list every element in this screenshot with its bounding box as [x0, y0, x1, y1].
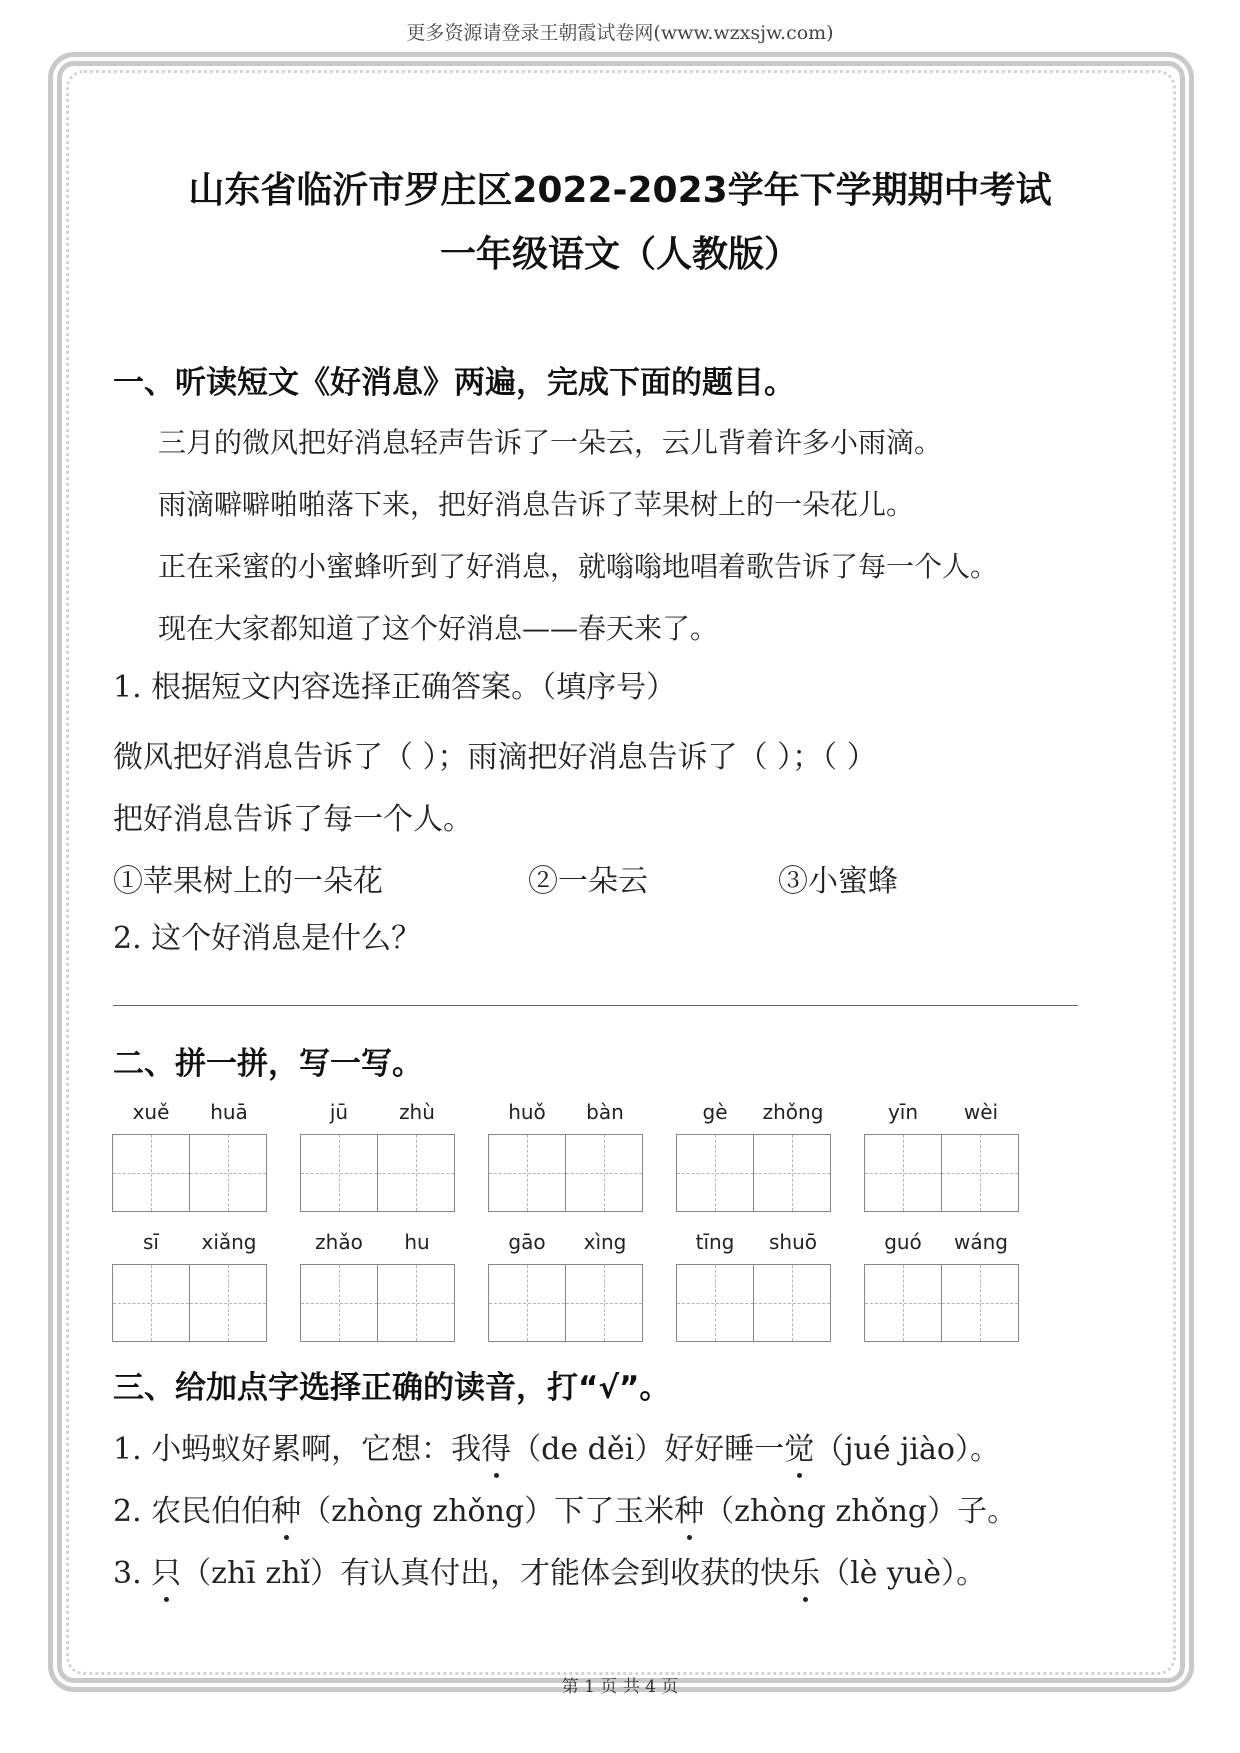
- pinyin: zhù: [399, 1100, 435, 1124]
- pinyin: guó: [884, 1230, 922, 1254]
- writing-box[interactable]: [864, 1134, 942, 1212]
- writing-box[interactable]: [676, 1264, 754, 1342]
- writing-box[interactable]: [754, 1264, 831, 1342]
- item-text: （zhòng zhǒng）下了玉米: [301, 1494, 675, 1529]
- writing-box[interactable]: [300, 1264, 378, 1342]
- writing-box[interactable]: [378, 1264, 455, 1342]
- item-text: 3.: [113, 1556, 152, 1591]
- writing-box[interactable]: [300, 1134, 378, 1212]
- pinyin: xiǎng: [201, 1230, 257, 1254]
- writing-box[interactable]: [190, 1134, 267, 1212]
- pinyin: bàn: [586, 1100, 624, 1124]
- item-text: （de děi）好好睡一: [511, 1432, 785, 1467]
- question-1: 1. 根据短文内容选择正确答案。（填序号）: [113, 670, 677, 705]
- passage-line: 现在大家都知道了这个好消息——春天来了。: [158, 612, 719, 645]
- question-1-continued: 把好消息告诉了每一个人。: [113, 802, 473, 837]
- pinyin: gāo: [508, 1230, 546, 1254]
- writing-box[interactable]: [378, 1134, 455, 1212]
- option-3: ③小蜜蜂: [778, 864, 898, 899]
- item-text: （jué jiào）。: [814, 1432, 1000, 1467]
- page-number: 第 1 页 共 4 页: [561, 1677, 679, 1697]
- item-text: 1. 小蚂蚁好累啊，它想：我: [113, 1432, 482, 1467]
- pinyin: huǒ: [508, 1100, 546, 1124]
- pronunciation-item-3: [113, 1548, 986, 1592]
- option-1: ①苹果树上的一朵花: [113, 864, 383, 899]
- pinyin: hu: [404, 1230, 430, 1254]
- pinyin: wáng: [954, 1230, 1008, 1254]
- exam-subtitle: 一年级语文（人教版）: [439, 234, 800, 275]
- pinyin-group: [488, 1100, 644, 1212]
- dotted-char: 种: [674, 1486, 704, 1530]
- dotted-char: 得: [481, 1424, 511, 1468]
- writing-box[interactable]: [942, 1264, 1019, 1342]
- writing-box[interactable]: [190, 1264, 267, 1342]
- item-text: （zhī zhǐ）有认真付出，才能体会到收获的快: [181, 1556, 791, 1591]
- pinyin: sī: [143, 1230, 159, 1254]
- writing-box[interactable]: [488, 1264, 566, 1342]
- site-header: 更多资源请登录王朝霞试卷网(www.wzxsjw.com): [406, 22, 834, 44]
- writing-box[interactable]: [566, 1264, 643, 1342]
- section1-heading: 一、听读短文《好消息》两遍，完成下面的题目。: [113, 365, 795, 401]
- pinyin-group: [676, 1230, 832, 1342]
- passage-line: 三月的微风把好消息轻声告诉了一朵云，云儿背着许多小雨滴。: [158, 426, 943, 459]
- pinyin: jū: [329, 1100, 349, 1124]
- passage-line: 雨滴噼噼啪啪落下来，把好消息告诉了苹果树上的一朵花儿。: [158, 488, 915, 521]
- exam-title: 山东省临沂市罗庄区2022-2023学年下学期期中考试: [188, 170, 1052, 211]
- section2-heading: 二、拼一拼，写一写。: [113, 1046, 423, 1082]
- writing-box[interactable]: [754, 1134, 831, 1212]
- writing-box[interactable]: [942, 1134, 1019, 1212]
- pinyin-group: [300, 1230, 456, 1342]
- pinyin: xìng: [583, 1230, 627, 1254]
- writing-box[interactable]: [864, 1264, 942, 1342]
- option-2: ②一朵云: [528, 864, 648, 899]
- pinyin: tīng: [695, 1230, 735, 1254]
- writing-box[interactable]: [676, 1134, 754, 1212]
- writing-box[interactable]: [488, 1134, 566, 1212]
- pinyin: zhǎo: [315, 1230, 363, 1254]
- pronunciation-item-2: [113, 1486, 1017, 1530]
- section3-heading: 三、给加点字选择正确的读音，打“√”。: [113, 1370, 671, 1406]
- writing-box[interactable]: [566, 1134, 643, 1212]
- pinyin-group: [488, 1230, 644, 1342]
- pinyin: gè: [702, 1100, 728, 1124]
- writing-box[interactable]: [112, 1264, 190, 1342]
- item-text: （zhòng zhǒng）子。: [704, 1494, 1018, 1529]
- pronunciation-item-1: [113, 1424, 1000, 1468]
- pinyin: huā: [210, 1100, 248, 1124]
- pinyin-group: [300, 1100, 456, 1212]
- passage-line: 正在采蜜的小蜜蜂听到了好消息，就嗡嗡地唱着歌告诉了每一个人。: [158, 550, 999, 583]
- answer-line[interactable]: [113, 1005, 1078, 1006]
- pinyin: wèi: [963, 1100, 999, 1124]
- dotted-char: 只: [151, 1548, 181, 1592]
- item-text: （lè yuè）。: [820, 1556, 987, 1591]
- pinyin: zhǒng: [762, 1100, 824, 1124]
- pinyin: yīn: [887, 1100, 919, 1124]
- question-2: 2. 这个好消息是什么？: [113, 921, 422, 956]
- dotted-char: 觉: [784, 1424, 814, 1468]
- pinyin-group: [864, 1230, 1020, 1342]
- pinyin-group: [112, 1230, 268, 1342]
- question-1-blanks: 微风把好消息告诉了（ ）；雨滴把好消息告诉了（ ）；（ ）: [113, 740, 877, 775]
- writing-box[interactable]: [112, 1134, 190, 1212]
- pinyin-group: [864, 1100, 1020, 1212]
- pinyin: xuě: [132, 1100, 170, 1124]
- dotted-char: 乐: [790, 1548, 820, 1592]
- dotted-char: 种: [271, 1486, 301, 1530]
- item-text: 2. 农民伯伯: [113, 1494, 272, 1529]
- pinyin: shuō: [768, 1230, 817, 1254]
- pinyin-group: [112, 1100, 268, 1212]
- pinyin-group: [676, 1100, 832, 1212]
